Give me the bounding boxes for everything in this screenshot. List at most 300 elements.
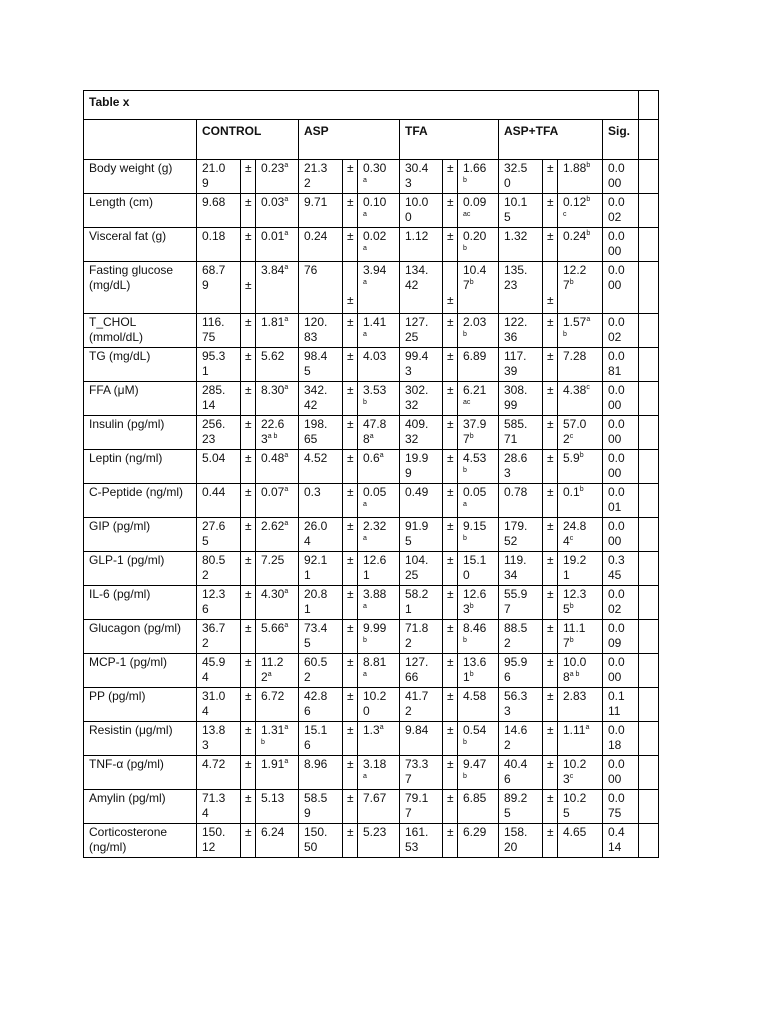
plus-minus-sign: ± [543,450,558,484]
error-value: 9.99 $^b$ [358,620,400,654]
significance-letter: a [284,452,289,459]
mean-value: 4.72 [197,756,241,790]
error-value: 10.2 5 [558,790,603,824]
error-value: 47.8 8$^a$ [358,416,400,450]
table-row [84,654,659,688]
significance-letter: a [369,433,374,440]
plus-minus-sign: ± [343,348,358,382]
plus-minus-sign: ± [443,450,458,484]
plus-minus-sign: ± [241,484,256,518]
plus-minus-sign: ± [241,620,256,654]
plus-minus-sign: ± [543,484,558,518]
empty-cell [639,91,659,120]
mean-value: 21.0 9 [197,160,241,194]
plus-minus-sign: ± [343,620,358,654]
empty-cell [639,450,659,484]
error-value: 12.2 7$^b$ [558,262,603,314]
plus-minus-sign: ± [343,722,358,756]
mean-value: 135. 23 [499,262,543,314]
header-tfa: TFA [400,120,499,160]
significance-letter: b [463,177,467,184]
plus-minus-sign: ± [543,348,558,382]
error-value: 0.07$^a$ [256,484,299,518]
mean-value: 21.3 2 [299,160,343,194]
mean-value: 31.0 4 [197,688,241,722]
error-value: 0.48$^a$ [256,450,299,484]
significance-letter: a [284,264,289,271]
mean-value: 55.9 7 [499,586,543,620]
error-value: 5.66$^a$ [256,620,299,654]
plus-minus-sign: ± [443,790,458,824]
plus-minus-sign: ± [443,824,458,858]
significance-letter: a [284,520,289,527]
significance-letter: b [463,467,467,474]
empty-cell [639,518,659,552]
error-value: 2.32 $^a$ [358,518,400,552]
mean-value: 1.32 [499,228,543,262]
error-value: 6.85 [458,790,499,824]
header-asp-tfa: ASP+TFA [499,120,603,160]
table-row [84,688,659,722]
row-label: Insulin (pg/ml) [84,416,197,450]
sig-value: 0.4 14 [603,824,639,858]
sig-value: 0.0 00 [603,262,639,314]
plus-minus-sign: ± [343,314,358,348]
error-value: 0.24$^b$ [558,228,603,262]
empty-cell [639,756,659,790]
significance-letter: a [284,162,289,169]
significance-letter: a [379,452,384,459]
error-value: 3.88 $^a$ [358,586,400,620]
error-value: 2.83 [558,688,603,722]
mean-value: 89.2 5 [499,790,543,824]
error-value: 4.58 [458,688,499,722]
mean-value: 161. 53 [400,824,443,858]
table-row [84,824,659,858]
error-value: 10.2 3$^c$ [558,756,603,790]
mean-value: 198. 65 [299,416,343,450]
mean-value: 27.6 5 [197,518,241,552]
error-value: 2.03 $^b$ [458,314,499,348]
error-value: 1.41 $^a$ [358,314,400,348]
error-value: 10.0 $8^{a b}$ [558,654,603,688]
error-value: 6.89 [458,348,499,382]
error-value: 13.6 1$^b$ [458,654,499,688]
plus-minus-sign: ± [443,688,458,722]
plus-minus-sign: ± [443,314,458,348]
sig-value: 0.0 00 [603,160,639,194]
significance-letter: a b [569,671,580,678]
significance-letter: b [579,452,584,459]
error-value: 9.47 $^b$ [458,756,499,790]
error-value: 9.15 $^b$ [458,518,499,552]
header-control: CONTROL [197,120,299,160]
plus-minus-sign: ± [343,790,358,824]
plus-minus-sign: ± [443,722,458,756]
table-title: Table x [84,91,639,120]
empty-cell [639,586,659,620]
mean-value: 12.3 6 [197,586,241,620]
plus-minus-sign: ± [241,314,256,348]
significance-letter: a [284,758,289,765]
row-label: T_CHOL (mmol/dL) [84,314,197,348]
error-value: 15.1 0 [458,552,499,586]
row-label: Amylin (pg/ml) [84,790,197,824]
plus-minus-sign: ± [443,416,458,450]
empty-cell [639,314,659,348]
significance-letter: c [563,211,567,218]
mean-value: 9.71 [299,194,343,228]
mean-value: 60.5 2 [299,654,343,688]
mean-value: 58.5 9 [299,790,343,824]
plus-minus-sign: ± [241,160,256,194]
significance-letter: a [586,316,591,323]
empty-cell [639,620,659,654]
header-row [84,120,659,160]
row-label: TG (mg/dL) [84,348,197,382]
error-value: 5.9$^b$ [558,450,603,484]
empty-cell [639,654,659,688]
plus-minus-sign: ± [241,416,256,450]
plus-minus-sign: ± [543,262,558,314]
mean-value: 98.4 5 [299,348,343,382]
plus-minus-sign: ± [241,552,256,586]
error-value: 6.24 [256,824,299,858]
significance-letter: b [569,279,574,286]
significance-letter: a [284,486,289,493]
mean-value: 179. 52 [499,518,543,552]
significance-letter: a [284,384,289,391]
mean-value: 76 [299,262,343,314]
plus-minus-sign: ± [241,262,256,314]
significance-letter: a [363,603,367,610]
table-row [84,484,659,518]
row-label: Glucagon (pg/ml) [84,620,197,654]
plus-minus-sign: ± [343,382,358,416]
mean-value: 150. 12 [197,824,241,858]
error-value: 57.0 2$^c$ [558,416,603,450]
plus-minus-sign: ± [543,722,558,756]
significance-letter: a [363,535,367,542]
significance-letter: b [463,331,467,338]
empty-cell [639,348,659,382]
significance-letter: b [363,637,367,644]
row-label: Visceral fat (g) [84,228,197,262]
mean-value: 41.7 2 [400,688,443,722]
significance-letter: a [363,279,367,286]
error-value: 19.2 1 [558,552,603,586]
significance-letter: ac [463,211,471,218]
error-value: 0.03$^a$ [256,194,299,228]
mean-value: 9.84 [400,722,443,756]
plus-minus-sign: ± [443,262,458,314]
error-value: 11.2 2$^a$ [256,654,299,688]
significance-letter: a [363,331,367,338]
mean-value: 409. 32 [400,416,443,450]
mean-value: 119. 34 [499,552,543,586]
mean-value: 95.9 6 [499,654,543,688]
significance-letter: b [261,739,265,746]
plus-minus-sign: ± [241,450,256,484]
plus-minus-sign: ± [543,824,558,858]
significance-letter: a [363,501,367,508]
mean-value: 308. 99 [499,382,543,416]
row-label: Leptin (ng/ml) [84,450,197,484]
table-row [84,314,659,348]
error-value: 0.6$^a$ [358,450,400,484]
mean-value: 8.96 [299,756,343,790]
mean-value: 0.44 [197,484,241,518]
significance-letter: b [463,637,467,644]
table-row [84,348,659,382]
mean-value: 256. 23 [197,416,241,450]
table-row [84,228,659,262]
empty-cell [639,120,659,160]
error-value: 8.30$^a$ [256,382,299,416]
plus-minus-sign: ± [343,262,358,314]
mean-value: 92.1 1 [299,552,343,586]
plus-minus-sign: ± [543,160,558,194]
plus-minus-sign: ± [241,194,256,228]
mean-value: 9.68 [197,194,241,228]
empty-cell [639,688,659,722]
plus-minus-sign: ± [443,620,458,654]
plus-minus-sign: ± [343,518,358,552]
mean-value: 342. 42 [299,382,343,416]
mean-value: 42.8 6 [299,688,343,722]
significance-letter: b [579,486,584,493]
mean-value: 5.04 [197,450,241,484]
plus-minus-sign: ± [343,416,358,450]
mean-value: 71.8 2 [400,620,443,654]
error-value: 0.23$^a$ [256,160,299,194]
sig-value: 0.0 01 [603,484,639,518]
empty-cell [639,722,659,756]
row-label: TNF-α (pg/ml) [84,756,197,790]
table-row [84,756,659,790]
error-value: 1.31$^a$ $^b$ [256,722,299,756]
mean-value: 122. 36 [499,314,543,348]
mean-value: 0.78 [499,484,543,518]
row-label: FFA (μM) [84,382,197,416]
empty-cell [639,160,659,194]
error-value: 1.81$^a$ [256,314,299,348]
significance-letter: c [569,433,574,440]
error-value: 0.01$^a$ [256,228,299,262]
error-value: 3.84$^a$ [256,262,299,314]
error-value: 1.57$^a$ $^b$ [558,314,603,348]
table-row [84,722,659,756]
plus-minus-sign: ± [343,228,358,262]
significance-letter: ac [463,399,471,406]
error-value: 4.30$^a$ [256,586,299,620]
sig-value: 0.0 00 [603,416,639,450]
plus-minus-sign: ± [343,484,358,518]
plus-minus-sign: ± [443,756,458,790]
row-label: Corticosterone (ng/ml) [84,824,197,858]
mean-value: 127. 25 [400,314,443,348]
error-value: 1.88$^b$ [558,160,603,194]
sig-value: 0.0 75 [603,790,639,824]
error-value: 24.8 4$^c$ [558,518,603,552]
table-row [84,586,659,620]
row-label: PP (pg/ml) [84,688,197,722]
plus-minus-sign: ± [543,194,558,228]
mean-value: 0.18 [197,228,241,262]
significance-letter: b [569,603,574,610]
significance-letter: b [586,230,591,237]
plus-minus-sign: ± [241,654,256,688]
plus-minus-sign: ± [543,228,558,262]
plus-minus-sign: ± [543,790,558,824]
mean-value: 95.3 1 [197,348,241,382]
significance-letter: a [284,622,289,629]
significance-letter: a [284,196,289,203]
error-value: 0.12$^b$ $^c$ [558,194,603,228]
error-value: 0.30 $^a$ [358,160,400,194]
error-value: 1.11$^a$ [558,722,603,756]
significance-letter: b [469,279,474,286]
plus-minus-sign: ± [443,228,458,262]
error-value: 12.6 3$^b$ [458,586,499,620]
significance-letter: a [363,671,367,678]
table-row [84,450,659,484]
results-table [83,90,659,858]
mean-value: 1.12 [400,228,443,262]
plus-minus-sign: ± [543,518,558,552]
error-value: 6.72 [256,688,299,722]
mean-value: 4.52 [299,450,343,484]
error-value: 37.9 7$^b$ [458,416,499,450]
error-value: 5.23 [358,824,400,858]
empty-cell [639,382,659,416]
sig-value: 0.0 02 [603,586,639,620]
sig-value: 0.0 00 [603,382,639,416]
error-value: 10.2 0 [358,688,400,722]
mean-value: 88.5 2 [499,620,543,654]
significance-letter: a [267,671,272,678]
empty-cell [639,552,659,586]
mean-value: 58.2 1 [400,586,443,620]
error-value: 7.25 [256,552,299,586]
plus-minus-sign: ± [543,416,558,450]
plus-minus-sign: ± [443,382,458,416]
plus-minus-sign: ± [343,756,358,790]
sig-value: 0.0 00 [603,654,639,688]
error-value: 12.6 1 [358,552,400,586]
sig-value: 0.0 00 [603,450,639,484]
plus-minus-sign: ± [343,688,358,722]
significance-letter: a [363,211,367,218]
significance-letter: b [569,637,574,644]
row-label: GIP (pg/ml) [84,518,197,552]
table-row [84,382,659,416]
error-value: 10.4 7$^b$ [458,262,499,314]
mean-value: 45.9 4 [197,654,241,688]
mean-value: 150. 50 [299,824,343,858]
error-value: 3.94 $^a$ [358,262,400,314]
row-label: Resistin (μg/ml) [84,722,197,756]
significance-letter: a [585,724,590,731]
row-label: Length (cm) [84,194,197,228]
table-row [84,552,659,586]
significance-letter: b [463,245,467,252]
error-value: 7.67 [358,790,400,824]
error-value: 1.91$^a$ [256,756,299,790]
mean-value: 79.1 7 [400,790,443,824]
empty-cell [639,416,659,450]
significance-letter: c [586,384,590,391]
mean-value: 127. 66 [400,654,443,688]
header-blank-cell [84,120,197,160]
plus-minus-sign: ± [443,160,458,194]
plus-minus-sign: ± [241,228,256,262]
mean-value: 32.5 0 [499,160,543,194]
error-value: 8.81 $^a$ [358,654,400,688]
significance-letter: c [569,773,574,780]
plus-minus-sign: ± [241,824,256,858]
plus-minus-sign: ± [443,586,458,620]
plus-minus-sign: ± [543,654,558,688]
error-value: 4.53 $^b$ [458,450,499,484]
plus-minus-sign: ± [443,654,458,688]
mean-value: 30.4 3 [400,160,443,194]
plus-minus-sign: ± [443,194,458,228]
mean-value: 13.8 3 [197,722,241,756]
error-value: 0.10 $^a$ [358,194,400,228]
error-value: 11.1 7$^b$ [558,620,603,654]
table-row [84,262,659,314]
error-value: 2.62$^a$ [256,518,299,552]
error-value: 4.03 [358,348,400,382]
mean-value: 19.9 9 [400,450,443,484]
plus-minus-sign: ± [241,586,256,620]
plus-minus-sign: ± [241,382,256,416]
mean-value: 14.6 2 [499,722,543,756]
table-row [84,518,659,552]
table-row [84,160,659,194]
mean-value: 120. 83 [299,314,343,348]
table-row [84,620,659,654]
mean-value: 26.0 4 [299,518,343,552]
sig-value: 0.0 09 [603,620,639,654]
significance-letter: b [586,196,591,203]
significance-letter: b [469,671,474,678]
mean-value: 0.49 [400,484,443,518]
error-value: 3.18 $^a$ [358,756,400,790]
table-row [84,416,659,450]
mean-value: 0.24 [299,228,343,262]
sig-value: 0.0 02 [603,314,639,348]
plus-minus-sign: ± [443,552,458,586]
title-row [84,91,659,120]
error-value: 4.65 [558,824,603,858]
empty-cell [639,262,659,314]
plus-minus-sign: ± [543,314,558,348]
error-value: 0.02 $^a$ [358,228,400,262]
mean-value: 10.0 0 [400,194,443,228]
plus-minus-sign: ± [343,824,358,858]
mean-value: 116. 75 [197,314,241,348]
mean-value: 68.7 9 [197,262,241,314]
mean-value: 0.3 [299,484,343,518]
significance-letter: a [284,724,289,731]
significance-letter: a b [267,433,278,440]
table-row [84,194,659,228]
significance-letter: b [363,399,367,406]
plus-minus-sign: ± [443,484,458,518]
significance-letter: a [379,724,384,731]
